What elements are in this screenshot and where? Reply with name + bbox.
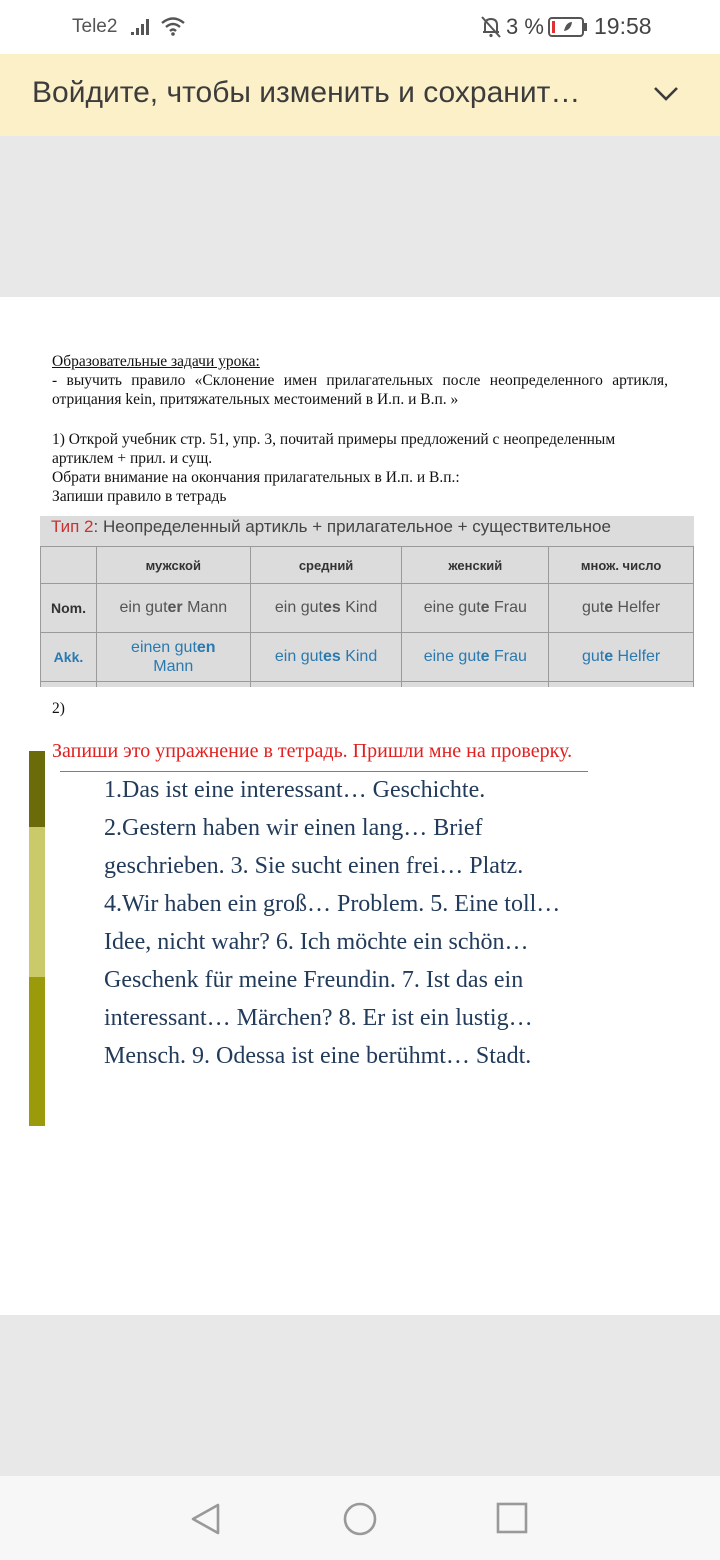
- carrier-label: Tele2: [72, 16, 118, 37]
- tasks-title: Образовательные задачи урока:: [52, 353, 260, 370]
- table-cell: einen guten Mann: [96, 633, 250, 682]
- exercise-line: geschrieben. 3. Sie sucht einen frei… Platz.: [104, 853, 524, 879]
- table-cell: gute Helfer: [549, 584, 694, 633]
- wifi-icon: [160, 15, 186, 37]
- exercise-text: [104, 771, 644, 1075]
- table-cell: gute Helfer: [549, 633, 694, 682]
- table-caption: [51, 517, 611, 537]
- case-label: Akk.: [41, 633, 97, 682]
- instruction-text: Запиши это упражнение в тетрадь. Пришли мне на проверку.: [52, 740, 573, 762]
- chevron-down-icon[interactable]: [652, 84, 680, 104]
- table-row: [41, 584, 694, 633]
- exercise-line: 1.Das ist eine interessant… Geschichte.: [104, 777, 486, 803]
- table-caption-type: Тип 2: [51, 517, 94, 536]
- tasks-body: - выучить правило «Склонение имен прилагательных после неопределенного артикля, отрицания kein, притяжательных местоимений в И.п. и В.п. »: [52, 372, 668, 408]
- table-row: [41, 633, 694, 682]
- case-label: Nom.: [41, 584, 97, 633]
- header-cell: средний: [250, 547, 402, 584]
- table-cell: ein gutes Kind: [250, 633, 402, 682]
- header-cell: женский: [402, 547, 549, 584]
- step1-line: Обрати внимание на окончания прилагательных в И.п. и В.п.:: [52, 469, 460, 486]
- table-cell: eine gute Frau: [402, 584, 549, 633]
- header-cell: множ. число: [549, 547, 694, 584]
- step1-instructions: [52, 430, 668, 506]
- exercise-line: 4.Wir haben ein groß… Problem. 5. Eine toll…: [104, 891, 561, 917]
- table-cell: eine gute Frau: [402, 633, 549, 682]
- declension-table-image: [40, 516, 694, 687]
- step1-line: артиклем + прил. и сущ.: [52, 450, 213, 467]
- clock: 19:58: [594, 13, 652, 39]
- signal-icon: [130, 16, 154, 36]
- back-icon[interactable]: [190, 1502, 222, 1536]
- home-icon[interactable]: [343, 1502, 377, 1536]
- table-caption-rest: : Неопределенный артикль + прилагательное + существительное: [93, 517, 611, 536]
- header-cell: мужской: [96, 547, 250, 584]
- exercise-line: Idee, nicht wahr? 6. Ich möchte ein schön…: [104, 929, 529, 955]
- header-cell-empty: [41, 547, 97, 584]
- step1-line: 1) Открой учебник стр. 51, упр. 3, почитай примеры предложений с неопределенным: [52, 431, 616, 448]
- declension-table: [40, 546, 694, 687]
- recents-icon[interactable]: [496, 1502, 528, 1534]
- step2-label: 2): [52, 700, 65, 717]
- battery-percent: 3 %: [506, 14, 544, 39]
- sign-in-banner-text: Войдите, чтобы изменить и сохранит…: [32, 76, 581, 109]
- step1-line: Запиши правило в тетрадь: [52, 488, 227, 505]
- table-cell: ein guter Mann: [96, 584, 250, 633]
- bell-off-icon: [480, 15, 502, 39]
- sign-in-banner[interactable]: [0, 54, 720, 136]
- decorative-bar: [29, 977, 45, 1126]
- exercise-line: interessant… Märchen? 8. Er ist ein lustig…: [104, 1005, 533, 1031]
- decorative-bar: [29, 751, 45, 827]
- table-cell: ein gutes Kind: [250, 584, 402, 633]
- status-bar: [0, 0, 720, 54]
- decorative-bar: [29, 827, 45, 977]
- exercise-line: Mensch. 9. Odessa ist eine berühmt… Stadt.: [104, 1043, 532, 1069]
- exercise-line: 2.Gestern haben wir einen lang… Brief: [104, 815, 483, 841]
- battery-icon: [548, 16, 588, 38]
- exercise-line: Geschenk für meine Freundin. 7. Ist das ein: [104, 967, 524, 993]
